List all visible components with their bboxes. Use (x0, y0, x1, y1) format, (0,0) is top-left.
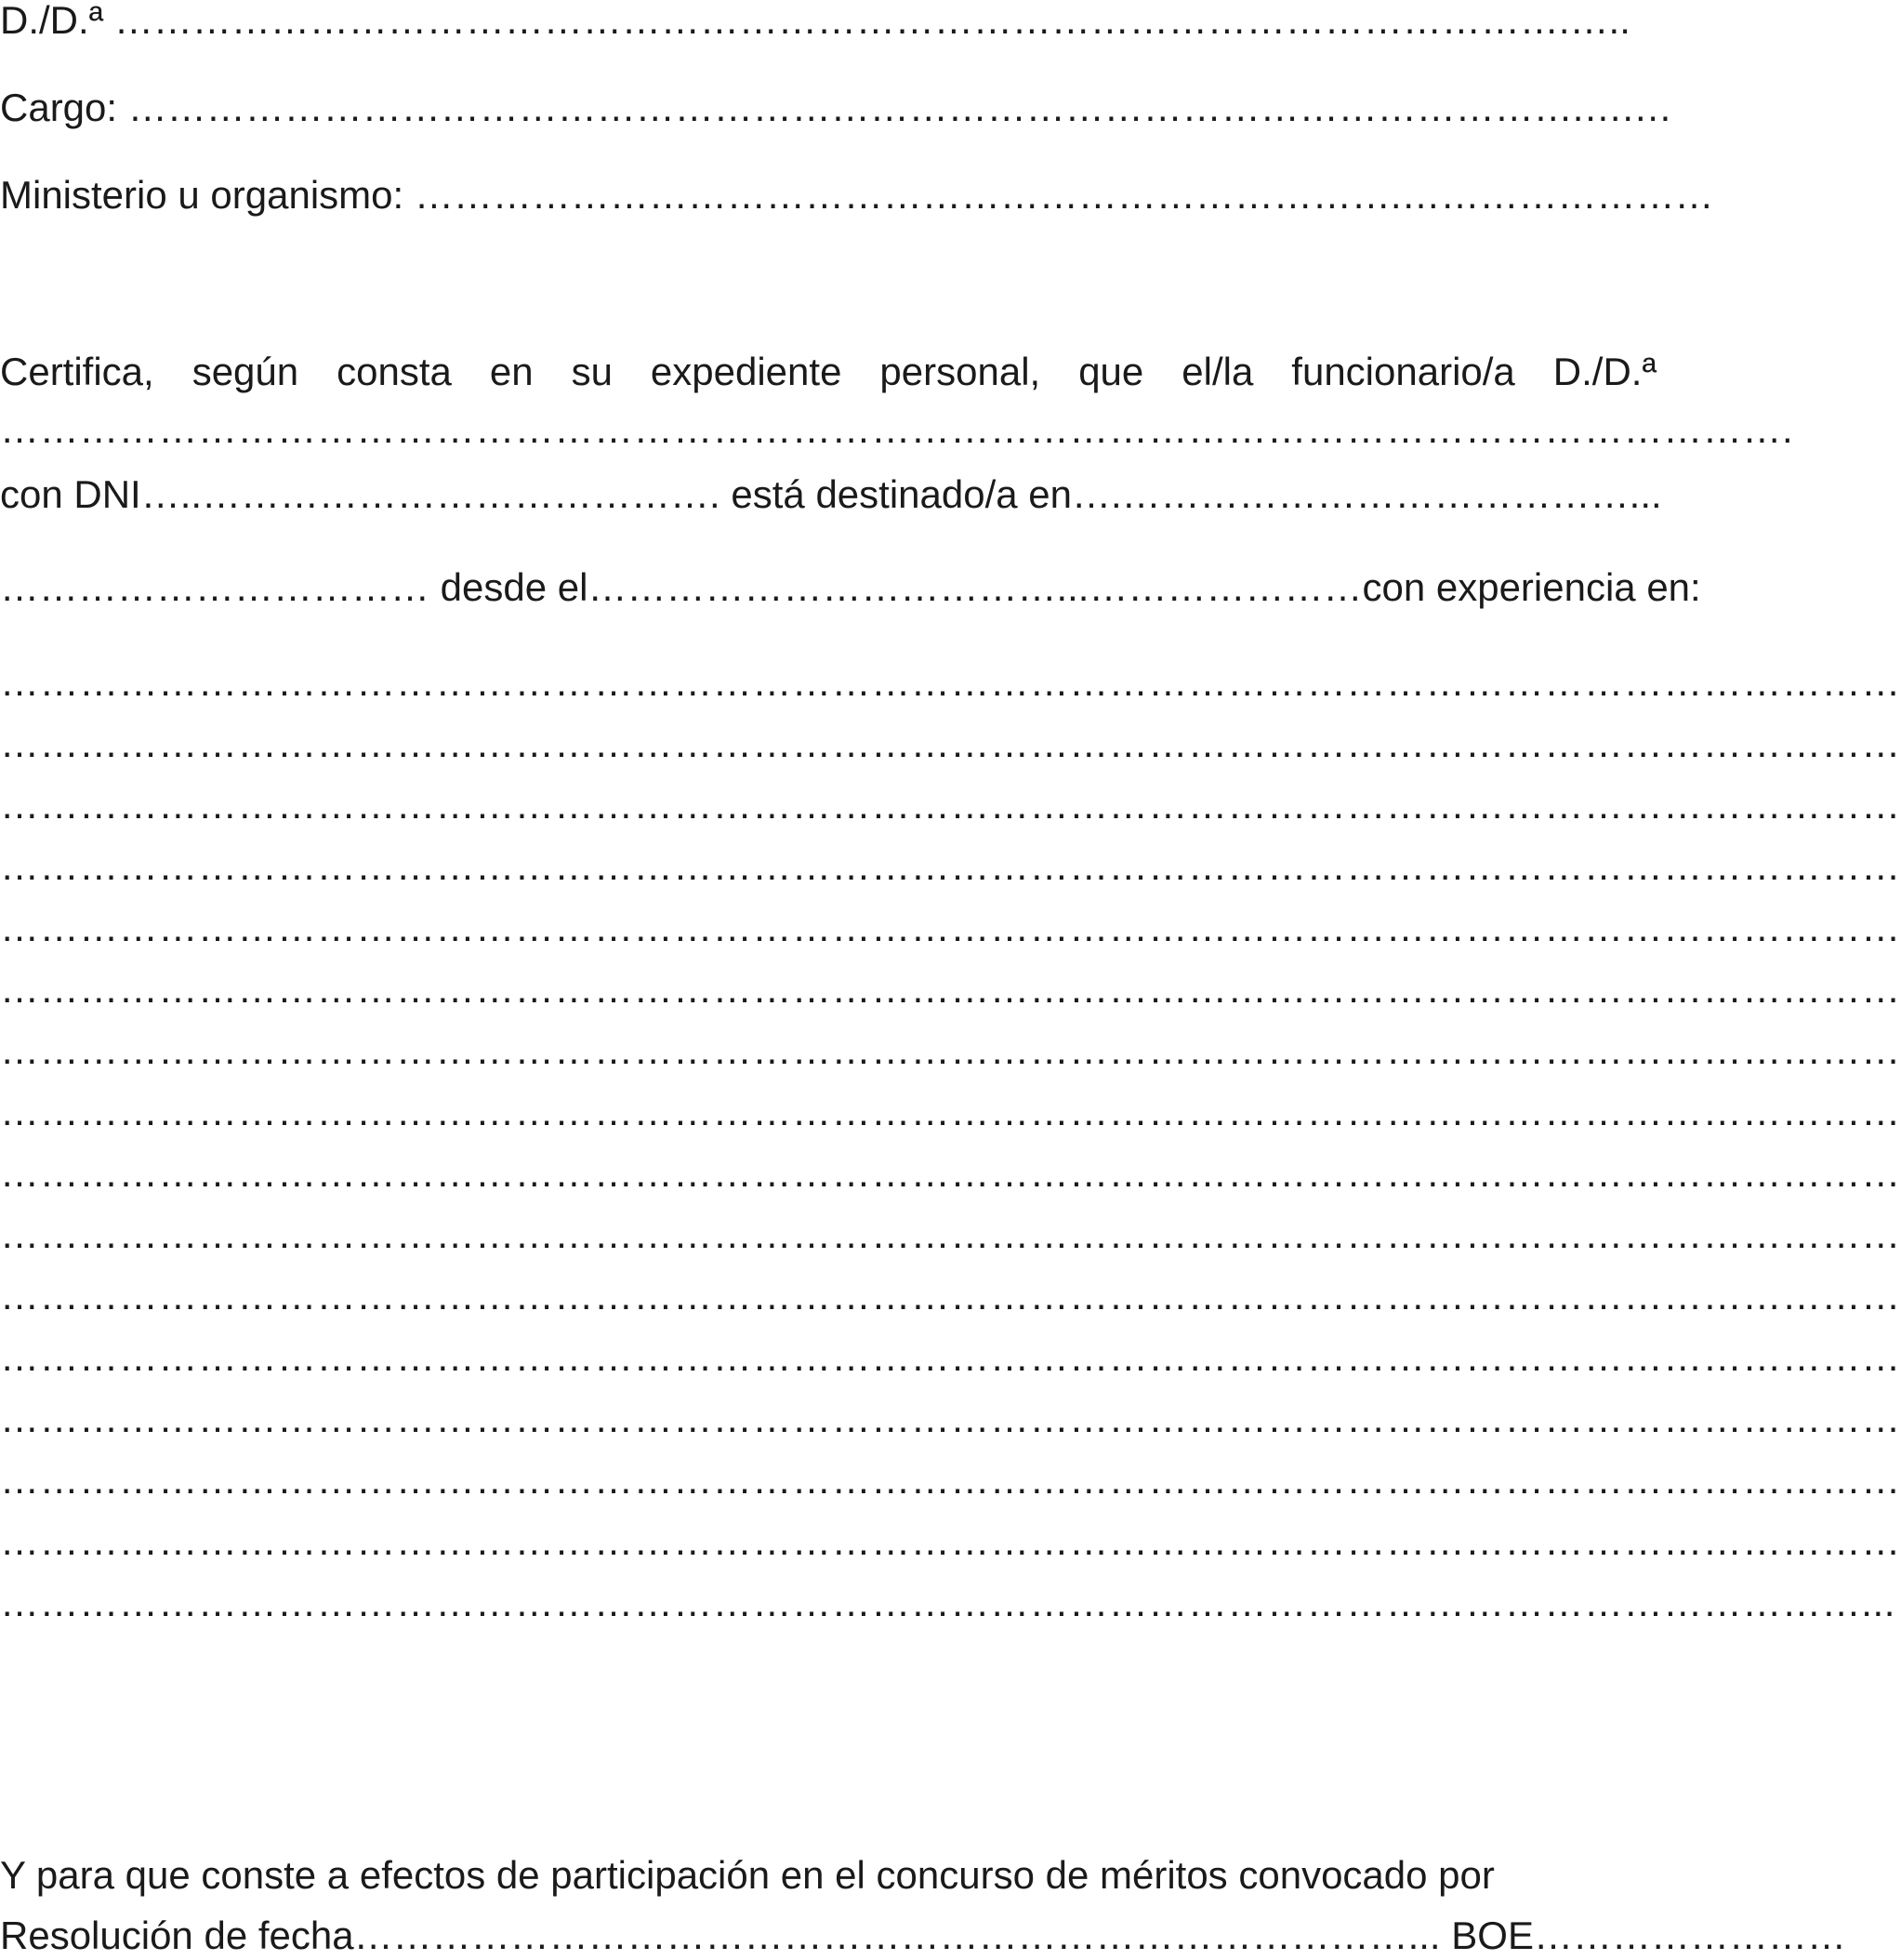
closing-line-1: Y para que conste a efectos de participación en el concurso de méritos convocado por (0, 1853, 1495, 1897)
date-experience-line[interactable]: …………………………… desde el………………………………...…………………con experiencia en: (0, 565, 1701, 609)
experience-line[interactable]: ……………………………………………………………………………………………………………………………… (0, 1397, 1901, 1440)
experience-line[interactable]: ……………………………………………………………………………………………………………………………… (0, 1028, 1901, 1072)
ministerio-field[interactable]: Ministerio u organismo: ………………………………………………………………….…………………… (0, 173, 1714, 217)
experience-line[interactable]: ……………………………………………………………………………………………………………………………… (0, 660, 1901, 704)
dni-destination-line[interactable]: con DNI…..…………………………………. está destinado/a en….…………………………………... (0, 472, 1662, 516)
certification-line-1: Certifica, según consta en su expediente personal, que el/la funcionario/a D./D.ª (0, 350, 1657, 393)
experience-line[interactable]: ……………………………………………………………………………………………………………………………… (0, 906, 1901, 949)
name-field[interactable]: D./D.ª ………………………………………………………………………………………………….….. (0, 0, 1630, 42)
experience-line[interactable]: ……………………………………………………………………………………………………………………………… (0, 783, 1901, 827)
cargo-field[interactable]: Cargo: ………………………………………………………………………………………………….….… (0, 86, 1673, 129)
experience-line[interactable]: ……………………………………………………………………………………………………………………………… (0, 1274, 1901, 1318)
experience-line[interactable]: ……………………………………………………………………………………………………………………………… (0, 967, 1901, 1011)
experience-line[interactable]: ……………………………………………………………………………………………………………………………… (0, 722, 1901, 765)
experience-line[interactable]: ……………………………………………………………………………………………………………………………… (0, 1212, 1901, 1256)
experience-line[interactable]: ……………………………………………………………………………………………………………………………… (0, 1335, 1901, 1379)
official-name-field[interactable]: ………………………………………………………………………………………………………………………. (0, 407, 1794, 451)
experience-line[interactable]: ……………………………………………………………………………………………………………………………… (0, 1458, 1901, 1502)
resolution-boe-line[interactable]: Resolución de fecha………………………………………………………………………... BOE…………………… (0, 1914, 1846, 1957)
experience-line[interactable]: ……………………………………………………………………………………………………………………………… (0, 1090, 1901, 1133)
experience-line[interactable]: ……………………………………………………………………………………………………………………………… (0, 1519, 1901, 1563)
experience-line[interactable]: ……………………………………………………………………………………………………………………………... (0, 1581, 1896, 1624)
experience-line[interactable]: ……………………………………………………………………………………………………………………………… (0, 844, 1901, 888)
experience-line[interactable]: ……………………………………………………………………………………………………………………………… (0, 1151, 1901, 1195)
